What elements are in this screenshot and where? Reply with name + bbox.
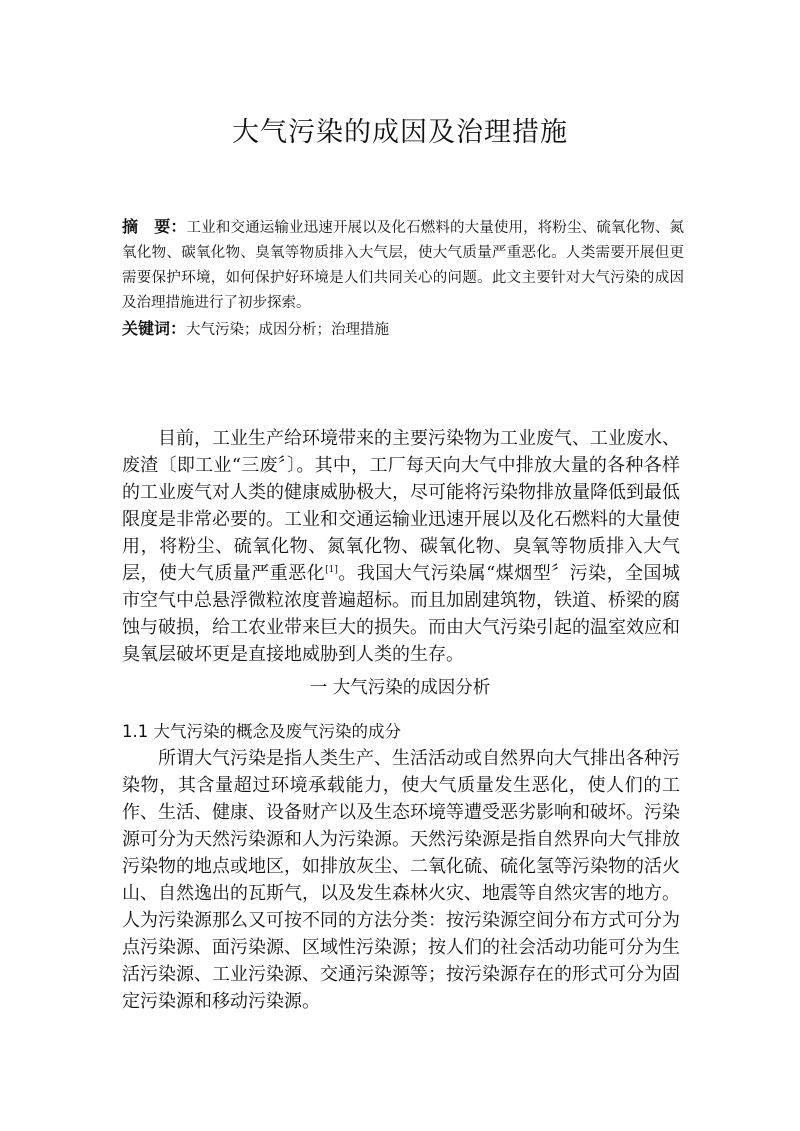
citation-reference[interactable]: [1] [325,565,338,575]
subsection-1-1 [122,718,680,1015]
abstract-paragraph [122,214,684,316]
subsection-paragraph: 所谓大气污染是指人类生产、生活活动或自然界向大气排出各种污染物，其含量超过环境承载能力，使大气质量发生恶化，使人们的工作、生活、健康、设备财产以及生态环境等遭受恶劣影响和破坏。污染源可分为天然污染源和人为污染源。天然污染源是指自然界向大气排放污染物的地点或地区，如排放灰尘、二氧化硫、硫化氢等污染物的活火山、自然逸出的瓦斯气，以及发生森林火灾、地震等自然灾害的地方。人为污染源那么又可按不同的方法分类：按污染源空间分布方式可分为点污染源、面污染源、区域性污染源；按人们的社会活动功能可分为生活污染源、工业污染源、交通污染源等；按污染源存在的形式可分为固定污染源和移动污染源。 [122,748,680,1012]
keywords-text: 大气污染；成因分析；治理措施 [186,322,390,338]
intro-paragraph [122,425,680,668]
section-heading: 一 大气污染的成因分析 [309,678,491,698]
subsection-heading: 1.1 大气污染的概念及废气污染的成分 [122,722,401,741]
keywords-label: 关键词： [122,319,187,338]
intro-text-before-ref: 目前，工业生产给环境带来的主要污染物为工业废气、工业废水、废渣〔即工业“三废〞〕。其中，工厂每天向大气中排放大量的各种各样的工业废气对人类的健康威胁极大，尽可能将污染物排放量降低到最低限度是非常必要的。工业和交通运输业迅速开展以及化石燃料的大量使用，将粉尘、硫氧化物、氮氧化物、碳氧化物、臭氧等物质排入大气层，使大气质量严重恶化 [122,428,680,584]
document-title: 大气污染的成因及治理措施 [232,117,568,148]
intro-text-after-ref: 。我国大气污染属“煤烟型〞污染，全国城市空气中总悬浮微粒浓度普遍超标。而且加剧建筑物，铁道、桥梁的腐蚀与破损，给工农业带来巨大的损失。而由大气污染引起的温室效应和臭氧层破坏更是直接地威胁到人类的生存。 [122,563,681,665]
abstract-text: 工业和交通运输业迅速开展以及化石燃料的大量使用，将粉尘、硫氧化物、氮氧化物、碳氧化物、臭氧等物质排入大气层，使大气质量严重恶化。人类需要开展但更需要保护环境，如何保护好环境是人们共同关心的问题。此文主要针对大气污染的成因及治理措施进行了初步探索。 [122,220,684,311]
intro-section [122,425,680,668]
abstract-label: 摘 要： [122,217,187,236]
keywords-line [122,316,684,343]
